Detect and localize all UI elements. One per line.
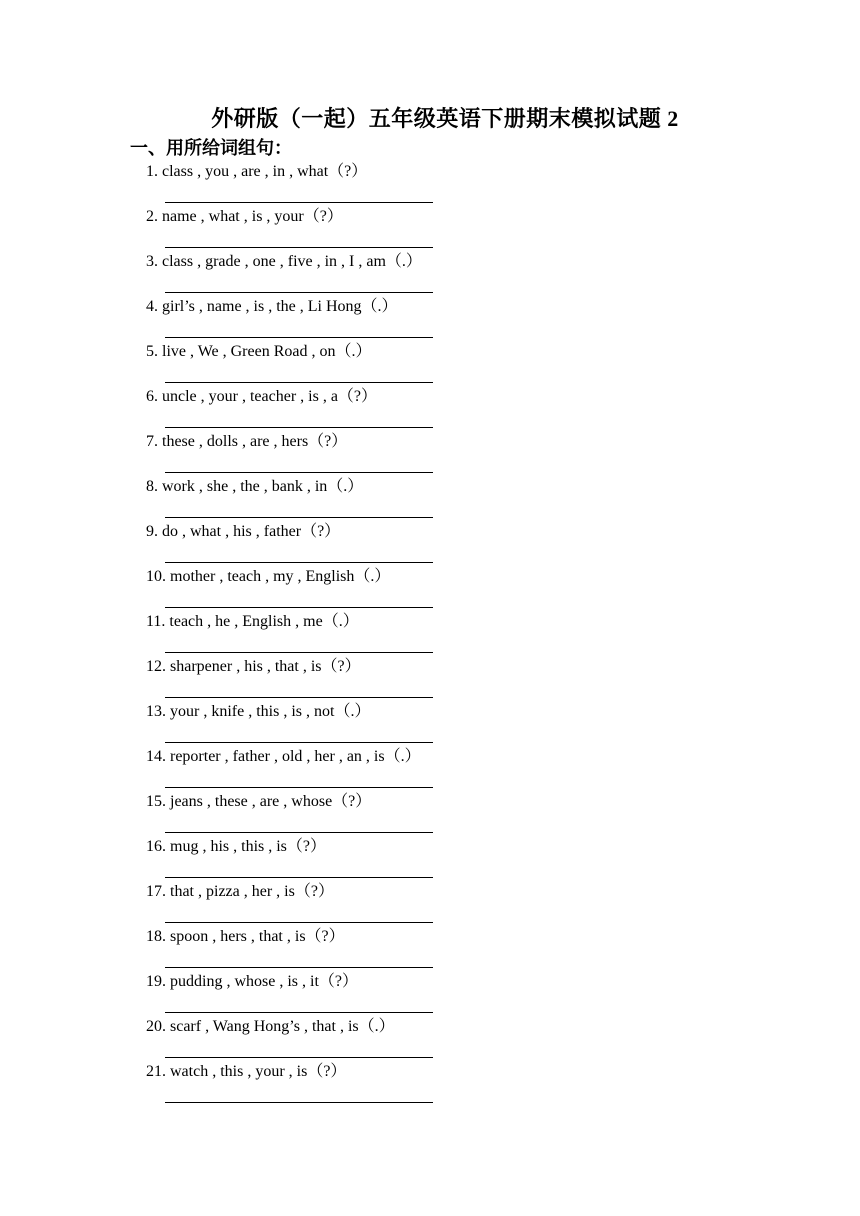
question-text: 4. girl’s , name , is , the , Li Hong（.） [146,298,398,315]
question-item [146,296,566,341]
question-text: 7. these , dolls , are , hers（?） [146,433,348,450]
question-text: 11. teach , he , English , me（.） [146,613,359,630]
question-text: 14. reporter , father , old , her , an , is（.） [146,748,421,765]
question-item [146,341,566,386]
question-item [146,566,566,611]
question-item [146,386,566,431]
question-text: 8. work , she , the , bank , in（.） [146,478,364,495]
question-item [146,476,566,521]
question-text: 18. spoon , hers , that , is（?） [146,928,345,945]
question-item [146,206,566,251]
answer-line[interactable] [165,1057,433,1058]
question-item [146,1016,566,1061]
answer-line[interactable] [165,427,433,428]
question-text: 12. sharpener , his , that , is（?） [146,658,361,675]
answer-line[interactable] [165,787,433,788]
answer-line[interactable] [165,472,433,473]
question-text: 9. do , what , his , father（?） [146,523,341,540]
question-item [146,881,566,926]
answer-line[interactable] [165,967,433,968]
answer-line[interactable] [165,382,433,383]
question-item [146,161,566,206]
section-heading: 一、用所给词组句： [130,138,292,158]
question-text: 6. uncle , your , teacher , is , a（?） [146,388,378,405]
question-text: 10. mother , teach , my , English（.） [146,568,391,585]
answer-line[interactable] [165,1102,433,1103]
answer-line[interactable] [165,337,433,338]
question-item [146,971,566,1016]
question-item [146,251,566,296]
question-item [146,431,566,476]
answer-line[interactable] [165,742,433,743]
answer-line[interactable] [165,697,433,698]
answer-line[interactable] [165,202,433,203]
question-text: 2. name , what , is , your（?） [146,208,343,225]
question-text: 3. class , grade , one , five , in , I , am（.） [146,253,422,270]
question-text: 20. scarf , Wang Hong’s , that , is（.） [146,1018,395,1035]
question-item [146,746,566,791]
question-item [146,926,566,971]
answer-line[interactable] [165,922,433,923]
answer-line[interactable] [165,247,433,248]
question-text: 16. mug , his , this , is（?） [146,838,327,855]
answer-line[interactable] [165,652,433,653]
question-text: 13. your , knife , this , is , not（.） [146,703,371,720]
answer-line[interactable] [165,832,433,833]
question-item [146,791,566,836]
question-item [146,701,566,746]
question-item [146,521,566,566]
question-item [146,1061,566,1106]
question-text: 19. pudding , whose , is , it（?） [146,973,358,990]
question-text: 15. jeans , these , are , whose（?） [146,793,372,810]
question-item [146,656,566,701]
answer-line[interactable] [165,1012,433,1013]
answer-line[interactable] [165,562,433,563]
answer-line[interactable] [165,292,433,293]
question-item [146,836,566,881]
question-text: 17. that , pizza , her , is（?） [146,883,334,900]
question-text: 1. class , you , are , in , what（?） [146,163,368,180]
answer-line[interactable] [165,517,433,518]
question-text: 21. watch , this , your , is（?） [146,1063,347,1080]
answer-line[interactable] [165,607,433,608]
answer-line[interactable] [165,877,433,878]
question-text: 5. live , We , Green Road , on（.） [146,343,372,360]
question-list [146,161,566,1106]
question-item [146,611,566,656]
page-title: 外研版（一起）五年级英语下册期末模拟试题 2 [211,106,679,131]
